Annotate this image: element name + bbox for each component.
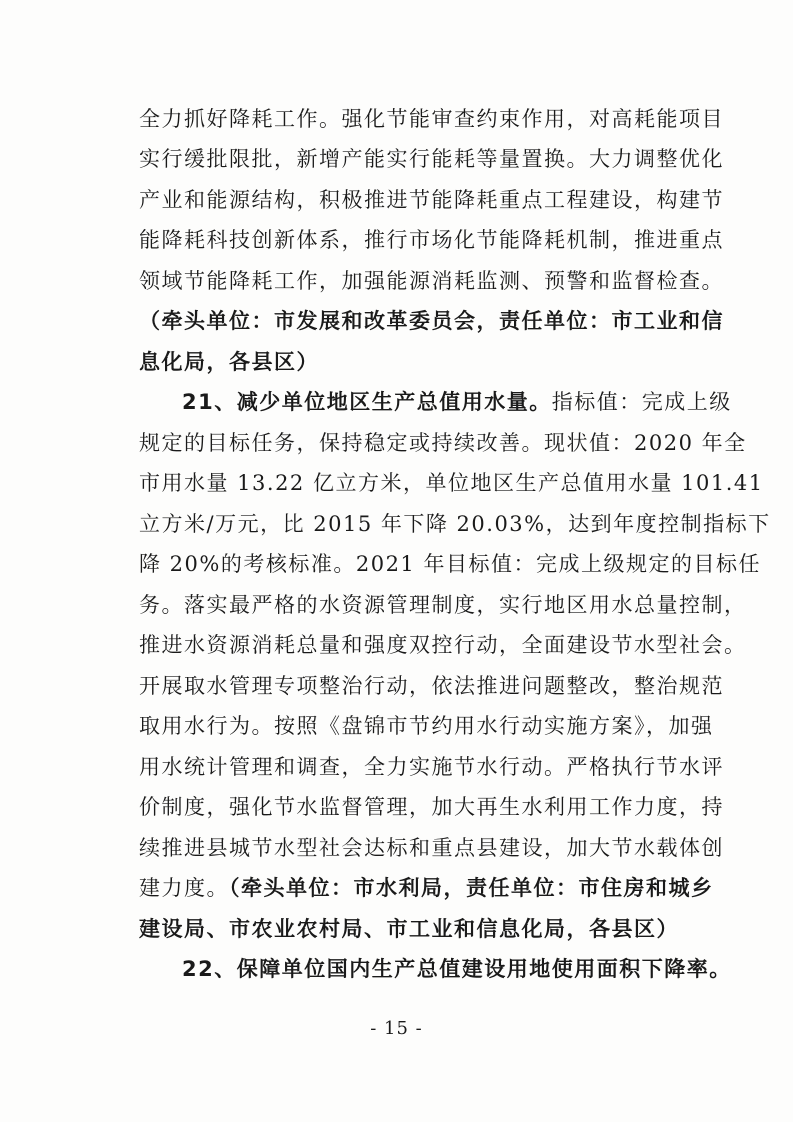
text-line-21	[139, 917, 679, 941]
body-text: 建力度。	[139, 876, 229, 900]
text-line-19	[139, 836, 724, 860]
body-text: 实行缓批限批，新增产能实行能耗等量置换。大力调整优化	[139, 147, 724, 171]
text-line-18	[139, 795, 724, 819]
responsible-units-text: （牵头单位：市水利局，责任单位：市住房和城乡	[229, 876, 714, 900]
text-line-1	[139, 107, 724, 131]
text-line-22	[182, 957, 732, 981]
item-heading-21: 21、减少单位地区生产总值用水量。	[182, 390, 552, 414]
text-line-8	[182, 390, 732, 414]
text-line-14	[139, 633, 747, 657]
body-text: 推进水资源消耗总量和强度双控行动，全面建设节水型社会。	[139, 633, 747, 657]
body-text: 降 20%的考核标准。2021 年目标值：完成上级规定的目标任	[139, 552, 761, 576]
text-line-7	[139, 350, 319, 374]
text-line-6	[139, 309, 724, 333]
text-line-16	[139, 714, 714, 738]
body-text: 产业和能源结构，积极推进节能降耗重点工程建设，构建节	[139, 188, 724, 212]
body-text: 取用水行为。按照《盘锦市节约用水行动实施方案》，加强	[139, 714, 714, 738]
text-line-4	[139, 228, 724, 252]
body-text: 领域节能降耗工作，加强能源消耗监测、预警和监督检查。	[139, 269, 724, 293]
page-number: - 15 -	[370, 1018, 423, 1039]
text-line-9	[139, 431, 747, 455]
text-line-2	[139, 147, 724, 171]
text-line-20	[139, 876, 714, 900]
responsible-units-text: 息化局，各县区）	[139, 350, 319, 374]
body-text: 规定的目标任务，保持稳定或持续改善。现状值：2020 年全	[139, 431, 747, 455]
body-text: 市用水量 13.22 亿立方米，单位地区生产总值用水量 101.41	[139, 471, 764, 495]
text-line-5	[139, 269, 724, 293]
body-text: 续推进县城节水型社会达标和重点县建设，加大节水载体创	[139, 836, 724, 860]
body-text: 立方米/万元，比 2015 年下降 20.03%，达到年度控制指标下	[139, 512, 771, 536]
body-text: 开展取水管理专项整治行动，依法推进问题整改，整治规范	[139, 674, 724, 698]
item-heading-22: 22、保障单位国内生产总值建设用地使用面积下降率。	[182, 957, 732, 981]
text-line-3	[139, 188, 724, 212]
text-line-17	[139, 755, 724, 779]
body-text: 指标值：完成上级	[551, 390, 732, 414]
body-text: 全力抓好降耗工作。强化节能审查约束作用，对高耗能项目	[139, 107, 724, 131]
text-line-15	[139, 674, 724, 698]
body-text: 务。落实最严格的水资源管理制度，实行地区用水总量控制，	[139, 593, 747, 617]
responsible-units-text: （牵头单位：市发展和改革委员会，责任单位：市工业和信	[139, 309, 724, 333]
body-text: 能降耗科技创新体系，推行市场化节能降耗机制，推进重点	[139, 228, 724, 252]
responsible-units-text: 建设局、市农业农村局、市工业和信息化局，各县区）	[139, 917, 679, 941]
text-line-13	[139, 593, 747, 617]
body-text: 用水统计管理和调查，全力实施节水行动。严格执行节水评	[139, 755, 724, 779]
text-line-11	[139, 512, 771, 536]
text-line-12	[139, 552, 761, 576]
text-line-10	[139, 471, 764, 495]
body-text: 价制度，强化节水监督管理，加大再生水利用工作力度，持	[139, 795, 724, 819]
